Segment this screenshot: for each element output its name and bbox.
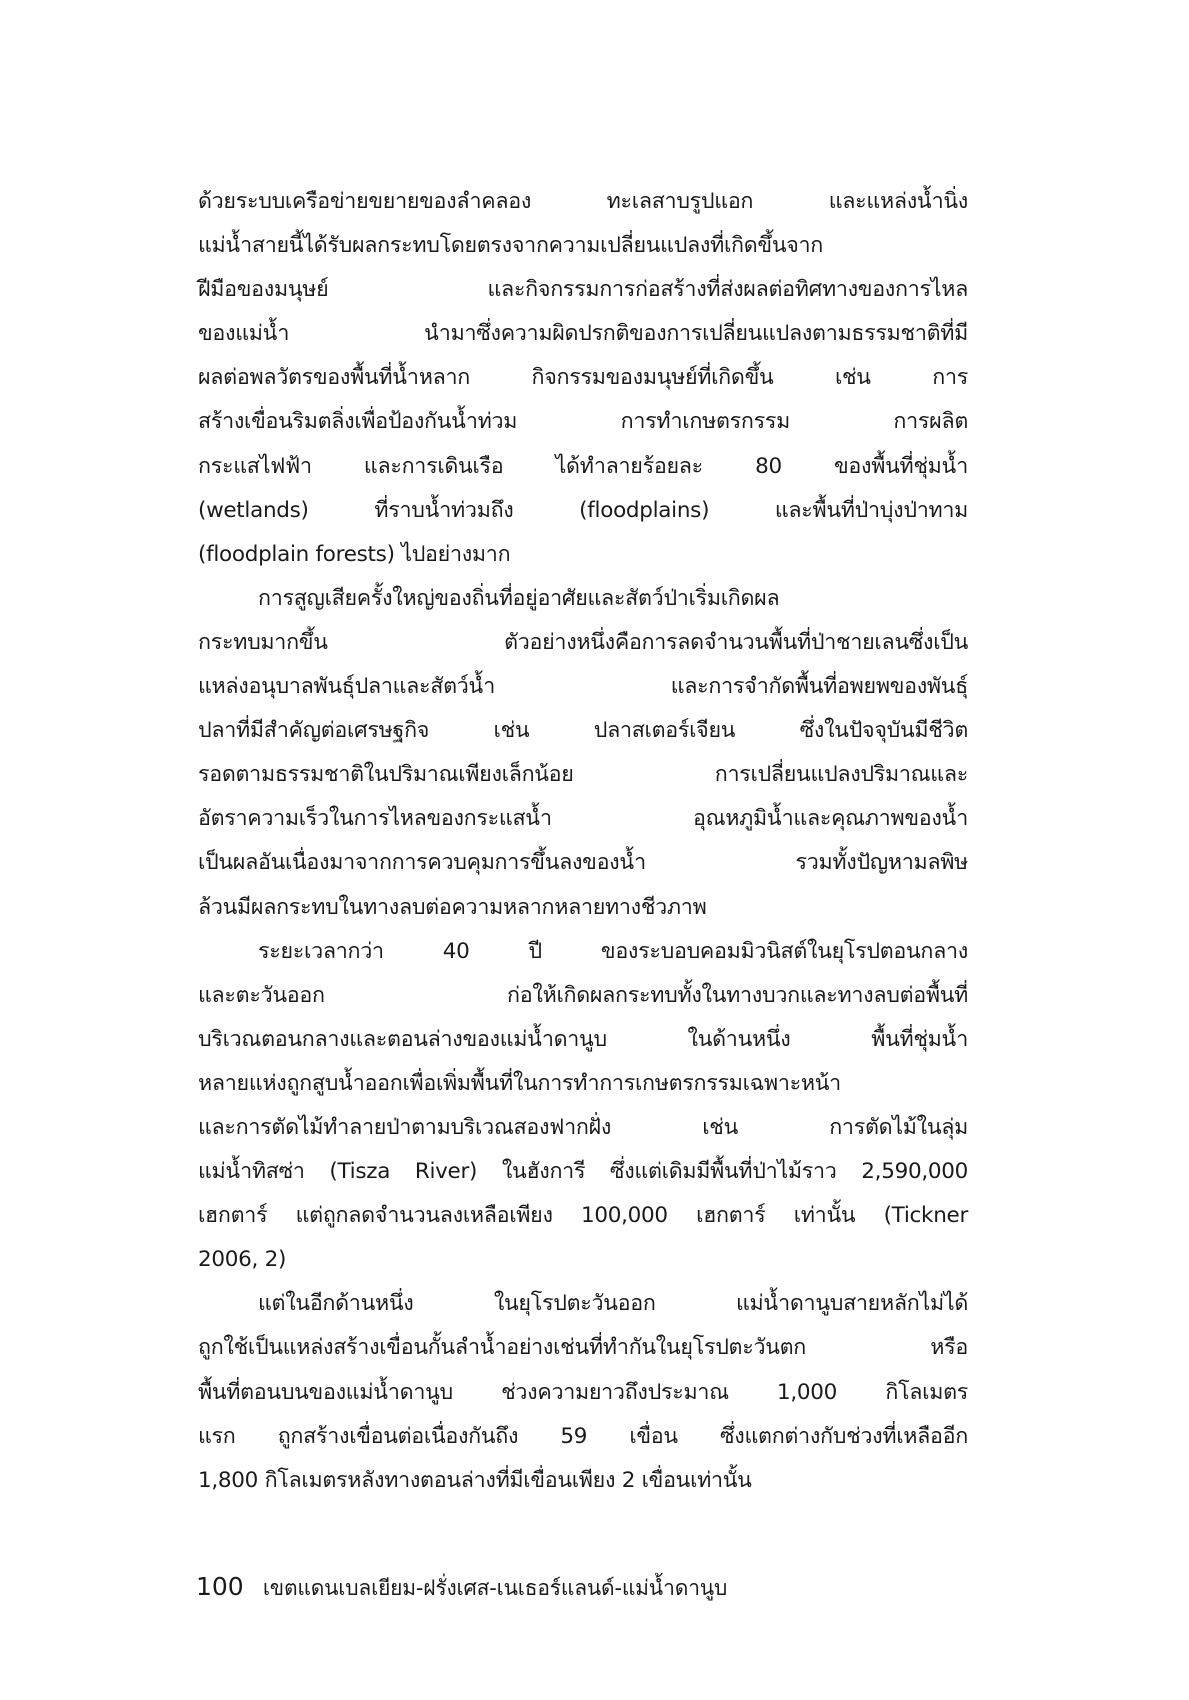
text-line: การสูญเสียครั้งใหญ่ของถิ่นที่อยู่อาศัยและสัตว์ป่าเริ่มเกิดผล — [258, 585, 780, 611]
text-line: แม่น้ำทิสซ่า (Tisza River) ในฮังการี ซึ่งแต่เดิมมีพื้นที่ป่าไม้ราว 2,590,000 — [198, 1159, 968, 1185]
text-line: ล้วนมีผลกระทบในทางลบต่อความหลากหลายทางชีวภาพ — [198, 894, 707, 920]
text-line: ปลาที่มีสำคัญต่อเศรษฐกิจ เช่น ปลาสเตอร์เจียน ซึ่งในปัจจุบันมีชีวิต — [198, 718, 968, 744]
paragraph-2 — [198, 577, 968, 930]
text-line: และตะวันออก ก่อให้เกิดผลกระทบทั้งในทางบวกและทางลบต่อพื้นที่ — [198, 982, 968, 1008]
text-line: รอดตามธรรมชาติในปริมาณเพียงเล็กน้อย การเปลี่ยนแปลงปริมาณและ — [198, 762, 968, 788]
text-line: ฝีมือของมนุษย์ และกิจกรรมการก่อสร้างที่ส่งผลต่อทิศทางของการไหล — [198, 277, 968, 303]
paragraph-4 — [198, 1282, 968, 1502]
text-line: 1,800 กิโลเมตรหลังทางตอนล่างที่มีเขื่อนเพียง 2 เขื่อนเท่านั้น — [198, 1467, 752, 1493]
text-line: ด้วยระบบเครือข่ายขยายของลำคลอง ทะเลสาบรูปแอก และแหล่งน้ำนิ่ง — [198, 189, 968, 214]
text-line: ของแม่น้ำ นำมาซึ่งความผิดปรกติของการเปลี่ยนแปลงตามธรรมชาติที่มี — [198, 321, 968, 347]
text-line: และการตัดไม้ทำลายป่าตามบริเวณสองฟากฝั่ง เช่น การตัดไม้ในลุ่ม — [198, 1114, 968, 1140]
text-line: ระยะเวลากว่า 40 ปี ของระบอบคอมมิวนิสต์ในยุโรปตอนกลาง — [258, 938, 968, 964]
text-line: แหล่งอนุบาลพันธุ์ปลาและสัตว์น้ำ และการจำกัดพื้นที่อพยพของพันธุ์ — [198, 674, 968, 700]
text-line: กระทบมากขึ้น ตัวอย่างหนึ่งคือการลดจำนวนพื้นที่ป่าชายเลนซึ่งเป็น — [198, 629, 968, 655]
text-line: แต่ในอีกด้านหนึ่ง ในยุโรปตะวันออก แม่น้ำดานูบสายหลักไม่ได้ — [258, 1291, 968, 1317]
text-line: ผลต่อพลวัตรของพื้นที่น้ำหลาก กิจกรรมของมนุษย์ที่เกิดขึ้น เช่น การ — [198, 365, 968, 391]
running-title: เขตแดนเบลเยียม-ฝรั่งเศส-เนเธอร์แลนด์-แม่น้ำดานูบ — [262, 1576, 728, 1600]
paragraph-1 — [198, 180, 968, 577]
text-line: แรก ถูกสร้างเขื่อนต่อเนื่องกันถึง 59 เขื่อน ซึ่งแตกต่างกับช่วงที่เหลืออีก — [198, 1423, 968, 1449]
text-line: 2006, 2) — [198, 1247, 287, 1273]
text-line: ถูกใช้เป็นแหล่งสร้างเขื่อนกั้นลำน้ำอย่างเช่นที่ทำกันในยุโรปตะวันตก หรือ — [198, 1335, 968, 1361]
text-line: เฮกตาร์ แต่ถูกลดจำนวนลงเหลือเพียง 100,000 เฮกตาร์ เท่านั้น (Tickner — [198, 1203, 968, 1229]
page-number: 100 — [196, 1572, 244, 1601]
text-line: บริเวณตอนกลางและตอนล่างของแม่น้ำดานูบ ในด้านหนึ่ง พื้นที่ชุ่มน้ำ — [198, 1026, 968, 1052]
body-text — [198, 180, 968, 1503]
text-line: กระแสไฟฟ้า และการเดินเรือ ได้ทำลายร้อยละ 80 ของพื้นที่ชุ่มน้ำ — [198, 453, 968, 479]
text-line: (wetlands) ที่ราบน้ำท่วมถึง (floodplains) และพื้นที่ป่าบุ่งป่าทาม — [198, 497, 968, 523]
text-line: หลายแห่งถูกสูบน้ำออกเพื่อเพิ่มพื้นที่ในการทำการเกษตรกรรมเฉพาะหน้า — [198, 1070, 841, 1096]
paragraph-3 — [198, 930, 968, 1283]
text-line: อัตราความเร็วในการไหลของกระแสน้ำ อุณหภูมิน้ำและคุณภาพของน้ำ — [198, 806, 968, 832]
text-line: พื้นที่ตอนบนของแม่น้ำดานูบ ช่วงความยาวถึงประมาณ 1,000 กิโลเมตร — [198, 1379, 968, 1405]
page-footer — [196, 1567, 976, 1607]
text-line: แม่น้ำสายนี้ได้รับผลกระทบโดยตรงจากความเปลี่ยนแปลงที่เกิดขึ้นจาก — [198, 233, 823, 259]
text-line: เป็นผลอันเนื่องมาจากการควบคุมการขึ้นลงของน้ำ รวมทั้งปัญหามลพิษ — [198, 850, 968, 876]
text-line: สร้างเขื่อนริมตลิ่งเพื่อป้องกันน้ำท่วม การทำเกษตรกรรม การผลิต — [198, 409, 968, 435]
text-line: (floodplain forests) ไปอย่างมาก — [198, 541, 511, 567]
